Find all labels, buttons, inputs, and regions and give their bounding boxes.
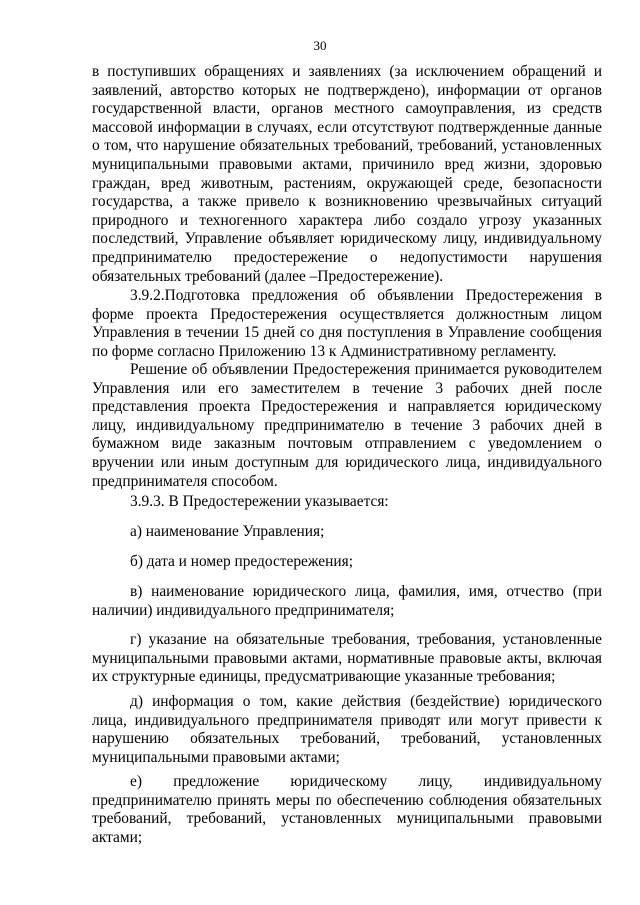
list-item-d: д) информация о том, какие действия (бездействие) юридического лица, индивидуального предпринимателя приводят или могут привести к нарушению обязательных требований, требований, установленных муниципальными правовыми актами;: [92, 693, 602, 766]
list-item-g: г) указание на обязательные требования, требования, установленные муниципальными правовыми актами, нормативные правовые акты, включая их структурные единицы, предусматривающие указанные требования;: [92, 631, 602, 686]
page-number: 30: [313, 38, 327, 53]
paragraph-warning-grounds: в поступивших обращениях и заявлениях (за исключением обращений и заявлений, авторство которых не подтверждено), информации от органов государственной власти, органов местного самоуправления, из средств массовой информации в случаях, если отсутствуют подтвержденные данные о том, что нарушение обязательных требований, требований, установленных муниципальными правовыми актами, причинило вред жизни, здоровью граждан, вред животным, растениям, окружающей среде, безопасности государства, а также привело к возникновению чрезвычайных ситуаций природного и техногенного характера либо создало угрозу указанных последствий, Управление объявляет юридическому лицу, индивидуальному предпринимателю предостережение о недопустимости нарушения обязательных требований (далее –Предостережение).: [92, 63, 602, 285]
list-item-b: б) дата и номер предостережения;: [130, 553, 353, 570]
list-item-v: в) наименование юридического лица, фамилия, имя, отчество (при наличии) индивидуального предпринимателя;: [92, 583, 602, 619]
list-item-e: е) предложение юридическому лицу, индивидуальному предпринимателю принять меры по обеспечению соблюдения обязательных требований, требований, установленных муниципальными правовыми актами;: [92, 773, 602, 846]
paragraph-3-9-3: 3.9.3. В Предостережении указывается:: [130, 493, 389, 510]
paragraph-3-9-2: 3.9.2.Подготовка предложения об объявлении Предостережения в форме проекта Предостережения осуществляется должностным лицом Управления в течении 15 дней со дня поступления в Управление сообщения по форме согласно Приложению 13 к Административному регламенту.: [92, 287, 602, 360]
list-item-a: а) наименование Управления;: [130, 523, 325, 540]
paragraph-decision: Решение об объявлении Предостережения принимается руководителем Управления или его заместителем в течение 3 рабочих дней после представления проекта Предостережения и направляется юридическому лицу, индивидуальному предпринимателю в течение 3 рабочих дней в бумажном виде заказным почтовым отправлением с уведомлением о вручении или иным доступным для юридического лица, индивидуального предпринимателя способом.: [92, 361, 602, 490]
